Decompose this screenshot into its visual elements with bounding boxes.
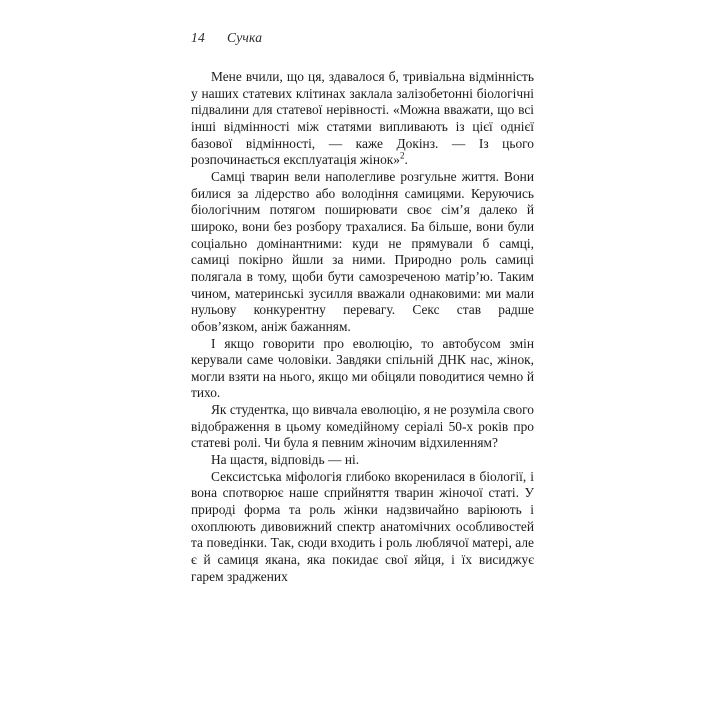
paragraph	[191, 69, 534, 169]
paragraph-text-tail: .	[404, 152, 408, 168]
paragraph: На щастя, відповідь — ні.	[211, 452, 360, 468]
paragraph: Самці тварин вели наполегливе розгульне життя. Вони билися за лідерство або володіння самицями. Керуючись біологічним потягом поширювати своє сім’я далеко й широко, вони без розбору трахалися. Ба більше, вони були соціально домінантними: куди не прямували б самці, самиці покірно йшли за ними. Природно роль самиці полягала в тому, щоби бути самозреченою матір’ю. Таким чином, материнські зусилля вважали однаковими: ми мали нульову конкурентну перевагу. Секс став радше обов’язком, аніж бажанням.	[191, 168, 534, 334]
paragraph: Сексистська міфологія глибоко вкоренилася в біології, і вона спотворює наше сприйняття тварин жіночої статі. У природі форма та роль жінки надзвичайно варіюють і охоплюють дивовижний спектр анатомічних особливостей та поведінки. Так, сюди входить і роль люблячої матері, але є й самиця якана, яка покидає свої яйця, і їх висиджує гарем зраджених	[191, 468, 534, 584]
footnote-marker[interactable]: 2	[399, 150, 405, 161]
paragraph: І якщо говорити про еволюцію, то автобусом змін керували саме чоловіки. Завдяки спільній ДНК нас, жінок, могли взяти на нього, якщо ми обіцяли поводитися чемно й тихо.	[191, 335, 534, 401]
page-number: 14	[191, 30, 205, 45]
running-head	[191, 30, 533, 46]
book-title: Сучка	[227, 30, 263, 45]
paragraph-text: Мене вчили, що ця, здавалося б, тривіальна відмінність у наших статевих клітинах заклала залізобетонні біологічні підвалини для статевої нерівності. «Можна вважати, що всі інші відмінності між статями випливають із цієї однієї базової відмінності, — каже Докінз. — Із цього розпочинається експлуатація жінок»	[191, 69, 534, 168]
body-text-block	[191, 69, 534, 585]
paragraph: Як студентка, що вивчала еволюцію, я не розуміла свого відображення в цьому комедійному серіалі 50-х років про статеві ролі. Чи була я певним жіночим відхиленням?	[191, 402, 534, 451]
